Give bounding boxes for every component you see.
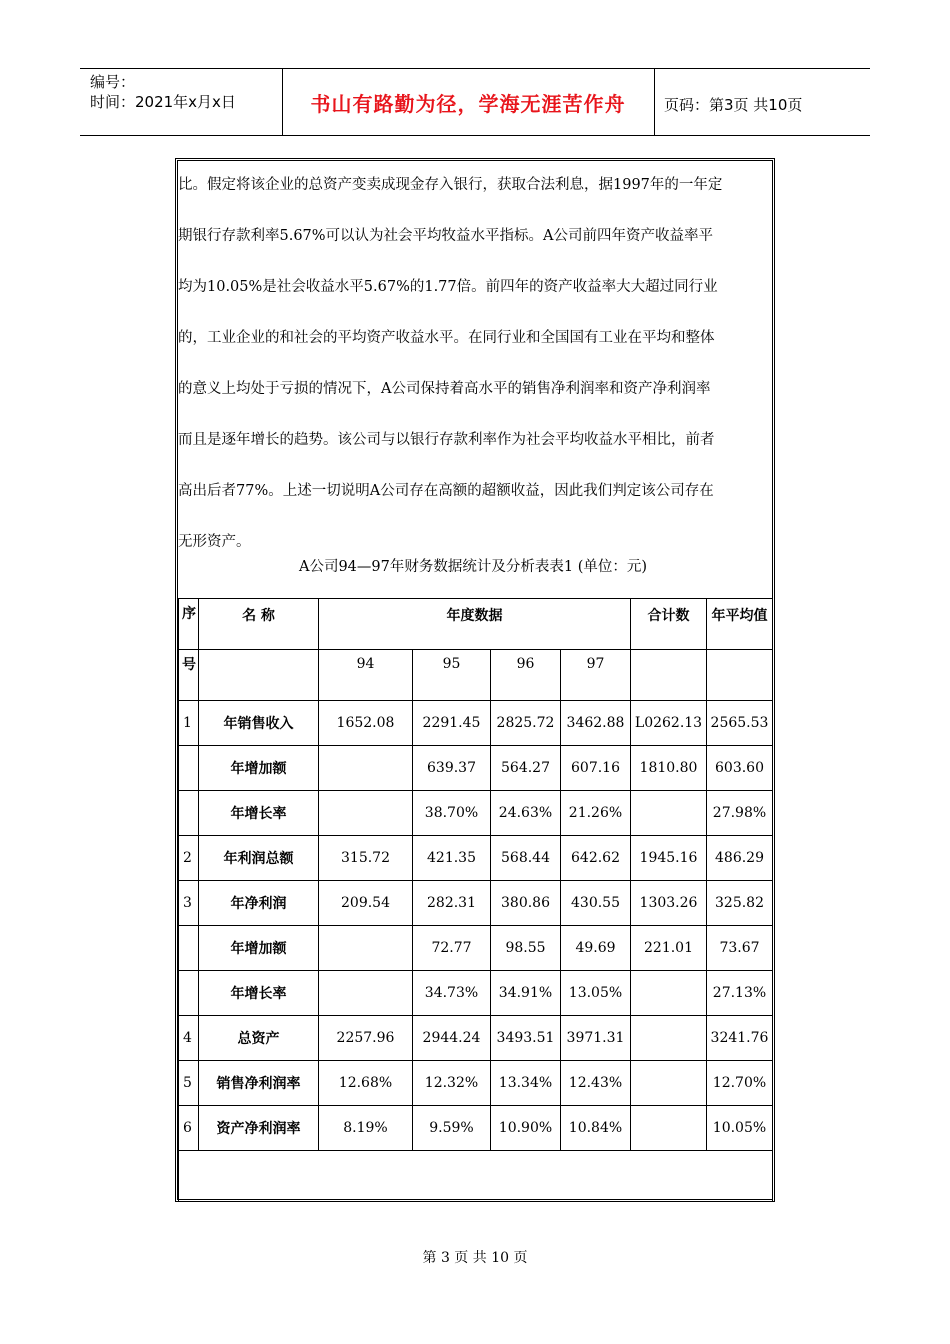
table-cell: 430.55	[561, 881, 631, 926]
table-cell: 2291.45	[413, 701, 491, 746]
body-line: 比。假定将该企业的总资产变卖成现金存入银行，获取合法利息，据1997年的一年定	[178, 177, 723, 193]
header-divider-right	[654, 68, 655, 135]
table-cell	[631, 791, 707, 836]
table-year-row	[179, 650, 773, 701]
header-average: 年平均值	[707, 599, 773, 650]
table-cell: 12.68%	[319, 1061, 413, 1106]
table-cell: 72.77	[413, 926, 491, 971]
year-header: 95	[413, 650, 491, 701]
table-cell: 486.29	[707, 836, 773, 881]
row-label: 销售净利润率	[199, 1061, 319, 1106]
table-cell: 380.86	[491, 881, 561, 926]
table-cell	[631, 650, 707, 701]
row-label: 年净利润	[199, 881, 319, 926]
table-cell: 421.35	[413, 836, 491, 881]
table-title: A公司94—97年财务数据统计及分析表表1 (单位：元)	[298, 559, 648, 575]
row-label: 年增加额	[199, 746, 319, 791]
table-cell: 639.37	[413, 746, 491, 791]
row-label: 年利润总额	[199, 836, 319, 881]
table-cell: 1652.08	[319, 701, 413, 746]
header-bottom-rule	[80, 135, 870, 136]
row-label: 年增长率	[199, 971, 319, 1016]
table-cell: 21.26%	[561, 791, 631, 836]
body-line: 无形资产。	[178, 534, 251, 550]
table-cell	[631, 971, 707, 1016]
table-cell: 12.43%	[561, 1061, 631, 1106]
document-time-label: 时间：2021年x月x日	[90, 93, 236, 111]
row-seq	[179, 746, 199, 791]
table-cell: 325.82	[707, 881, 773, 926]
table-cell: 315.72	[319, 836, 413, 881]
row-seq: 3	[179, 881, 199, 926]
header-top-rule	[80, 68, 870, 69]
header-annual-data: 年度数据	[319, 599, 631, 650]
table-cell: 642.62	[561, 836, 631, 881]
table-cell: 12.70%	[707, 1061, 773, 1106]
table-cell	[631, 1016, 707, 1061]
table-cell: 3971.31	[561, 1016, 631, 1061]
row-seq	[179, 971, 199, 1016]
body-line: 高出后者77%。上述一切说明A公司存在高额的超额收益，因此我们判定该公司存在	[178, 483, 714, 499]
header-seq-top: 序	[179, 599, 199, 650]
table-cell: 10.05%	[707, 1106, 773, 1151]
row-seq	[179, 926, 199, 971]
table-cell: 2565.53	[707, 701, 773, 746]
table-cell: 2825.72	[491, 701, 561, 746]
year-header: 94	[319, 650, 413, 701]
table-header-row	[179, 599, 773, 650]
row-seq: 6	[179, 1106, 199, 1151]
table-cell: 27.13%	[707, 971, 773, 1016]
table-cell: 1303.26	[631, 881, 707, 926]
row-seq: 2	[179, 836, 199, 881]
table-cell: L0262.13	[631, 701, 707, 746]
table-row	[179, 746, 773, 791]
table-cell: 8.19%	[319, 1106, 413, 1151]
table-cell: 3462.88	[561, 701, 631, 746]
table-cell: 209.54	[319, 881, 413, 926]
table-cell: 282.31	[413, 881, 491, 926]
header-motto: 书山有路勤为径，学海无涯苦作舟	[310, 92, 626, 116]
table-cell: 13.05%	[561, 971, 631, 1016]
body-line: 的，工业企业的和社会的平均资产收益水平。在同行业和全国国有工业在平均和整体	[178, 330, 715, 346]
table-cell: 1810.80	[631, 746, 707, 791]
table-cell: 9.59%	[413, 1106, 491, 1151]
table-cell: 607.16	[561, 746, 631, 791]
table-cell	[319, 971, 413, 1016]
table-cell: 13.34%	[491, 1061, 561, 1106]
row-label: 资产净利润率	[199, 1106, 319, 1151]
table-row	[179, 971, 773, 1016]
row-seq	[179, 791, 199, 836]
header-seq-bottom: 号	[179, 650, 199, 701]
table-cell	[631, 1106, 707, 1151]
row-label: 年销售收入	[199, 701, 319, 746]
row-seq: 4	[179, 1016, 199, 1061]
table-cell: 24.63%	[491, 791, 561, 836]
table-row	[179, 1016, 773, 1061]
table-empty-row	[179, 1151, 773, 1202]
body-line: 的意义上均处于亏损的情况下，A公司保持着高水平的销售净利润率和资产净利润率	[178, 381, 711, 397]
table-cell: 49.69	[561, 926, 631, 971]
table-cell: 12.32%	[413, 1061, 491, 1106]
table-cell: 568.44	[491, 836, 561, 881]
table-cell: 27.98%	[707, 791, 773, 836]
table-cell: 10.90%	[491, 1106, 561, 1151]
table-cell	[319, 746, 413, 791]
body-line: 期银行存款利率5.67%可以认为社会平均牧益水平指标。A公司前四年资产收益率平	[178, 228, 714, 244]
table-cell	[319, 926, 413, 971]
table-row	[179, 701, 773, 746]
body-line: 而且是逐年增长的趋势。该公司与以银行存款利率作为社会平均收益水平相比，前者	[178, 432, 715, 448]
table-cell: 564.27	[491, 746, 561, 791]
table-cell: 34.91%	[491, 971, 561, 1016]
body-line: 均为10.05%是社会收益水平5.67%的1.77倍。前四年的资产收益率大大超过同行业	[178, 279, 718, 295]
row-label: 年增长率	[199, 791, 319, 836]
table-cell: 603.60	[707, 746, 773, 791]
table-cell	[319, 791, 413, 836]
table-cell: 2257.96	[319, 1016, 413, 1061]
document-number-label: 编号：	[90, 73, 136, 91]
table-cell: 73.67	[707, 926, 773, 971]
financial-table	[178, 598, 773, 1202]
row-label: 总资产	[199, 1016, 319, 1061]
table-cell	[179, 1151, 773, 1202]
table-cell	[631, 1061, 707, 1106]
header-page-info: 页码：第3页 共10页	[664, 96, 803, 114]
row-seq: 1	[179, 701, 199, 746]
table-cell: 2944.24	[413, 1016, 491, 1061]
table-cell: 34.73%	[413, 971, 491, 1016]
body-paragraph	[178, 160, 770, 568]
table-cell: 10.84%	[561, 1106, 631, 1151]
row-label: 年增加额	[199, 926, 319, 971]
header-meta	[90, 72, 236, 112]
table-row	[179, 926, 773, 971]
table-cell: 98.55	[491, 926, 561, 971]
table-row	[179, 791, 773, 836]
table-body	[179, 701, 773, 1151]
table-cell: 3241.76	[707, 1016, 773, 1061]
year-header: 96	[491, 650, 561, 701]
table-cell: 1945.16	[631, 836, 707, 881]
row-seq: 5	[179, 1061, 199, 1106]
table-row	[179, 1106, 773, 1151]
year-header: 97	[561, 650, 631, 701]
table-cell: 3493.51	[491, 1016, 561, 1061]
table-cell	[707, 650, 773, 701]
page-footer: 第 3 页 共 10 页	[422, 1250, 528, 1266]
table-row	[179, 836, 773, 881]
table-cell	[199, 650, 319, 701]
table-row	[179, 1061, 773, 1106]
header-total: 合计数	[631, 599, 707, 650]
header-name: 名 称	[199, 599, 319, 650]
table-row	[179, 881, 773, 926]
table-cell: 221.01	[631, 926, 707, 971]
table-cell: 38.70%	[413, 791, 491, 836]
